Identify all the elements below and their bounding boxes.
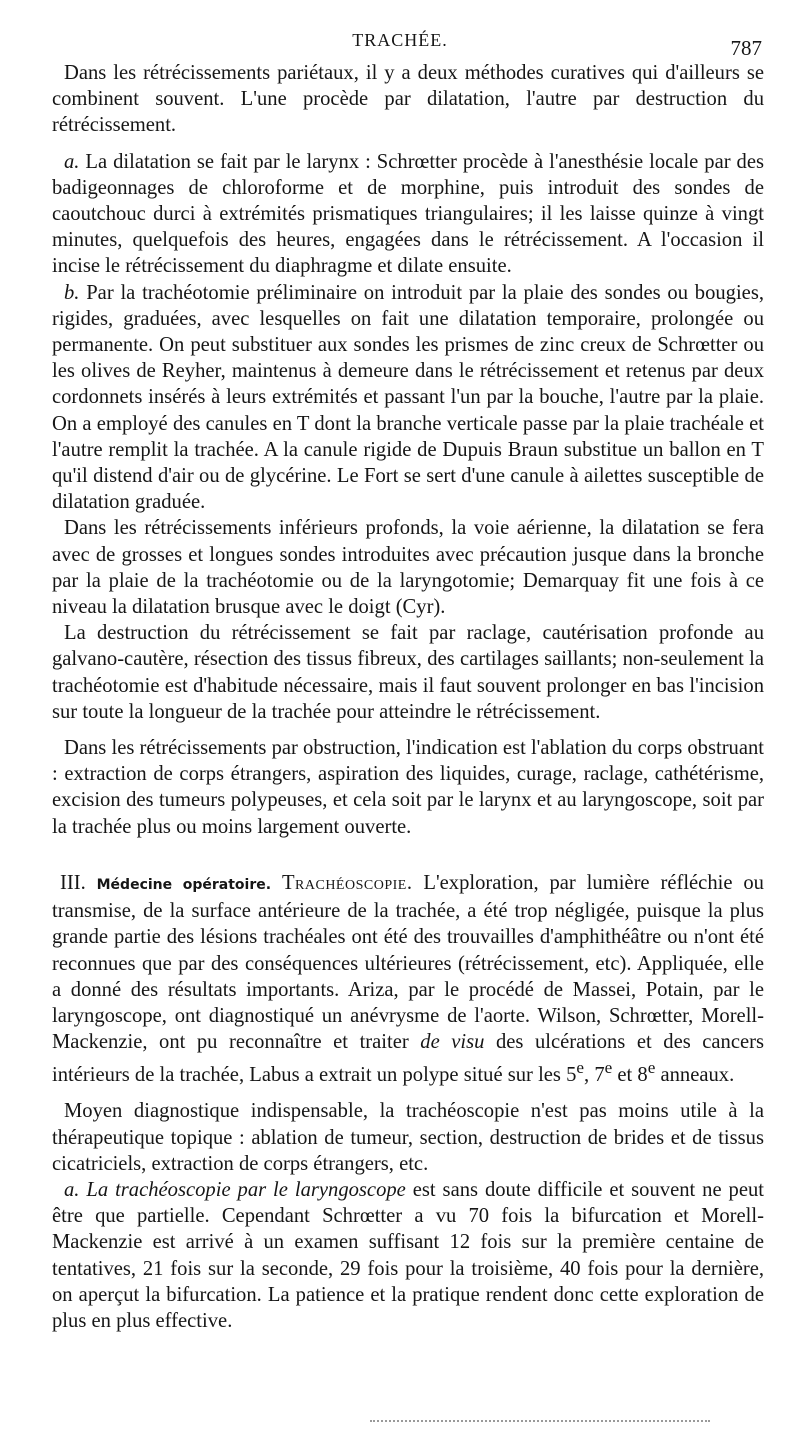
item-label-a2: a. [64, 1178, 80, 1201]
paragraph-obstruction: Dans les rétrécissements par obstruction, l'indication est l'ablation du corps obstruant : extraction de corps étrangers, aspiration des liquides, curage, raclage, cathétérisme, excision des tumeurs polypeuses, et cela soit par le larynx et au laryngoscope, soit par la trachée plus ou moins largement ouverte. [52, 737, 765, 838]
footer-dotted-rule [370, 1420, 710, 1422]
item-label-a: a. [64, 150, 80, 173]
italic-phrase: de visu [420, 1031, 485, 1054]
paragraph-destruction: La destruction du rétrécissement se fait par raclage, cautérisation profonde au galvano-cautère, résection des tissus fibreux, des cartilages saillants; non-seulement la trachéotomie est d'habitude nécessaire, mais il faut souvent prolonger en bas l'incision sur toute la longueur de la trachée pour atteindre le rétrécissement. [52, 622, 764, 723]
paragraph-larynx-dilatation [52, 149, 764, 280]
paragraph-parietal-strictures: Dans les rétrécissements pariétaux, il y a deux méthodes curatives qui d'ailleurs se combinent souvent. L'une procède par dilatation, l'autre par destruction du rétrécissement. [52, 62, 764, 137]
paragraph-text: Par la trachéotomie préliminaire on introduit par la plaie des sondes ou bougies, rigides, graduées, avec lesquelles on fait une dilatation temporaire, prolongée ou permanente. On peut substituer aux sondes les prismes de zinc creux de Schrœtter ou les olives de Reyher, maintenus à demeure dans le rétrécissement et retenus par deux cordonnets insérés à leurs extrémités et passant l'un par la bouche, l'autre par la plaie. On a employé des canules en T dont la branche verticale passe par la plaie trachéale et l'autre remplit la trachée. A la canule rigide de Dupuis Braun substitue un ballon en T qu'il distend d'air ou de glycérine. Le Fort se sert d'une canule à ailettes susceptible de dilatation graduée. [52, 281, 764, 514]
paragraph-deep-strictures: Dans les rétrécissements inférieurs profonds, la voie aérienne, la dilatation se fera avec de grosses et longues sondes introduites avec précaution jusque dans la bronche par la plaie de la trachéotomie ou de la laryngotomie; Demarquay fit une fois à ce niveau la dilatation brusque avec le doigt (Cyr). [52, 517, 764, 619]
italic-phrase: La trachéoscopie par le laryngoscope [79, 1178, 406, 1201]
paragraph-text: , 7 [584, 1064, 605, 1087]
section-heading: Médecine opératoire. [96, 876, 272, 893]
paragraph-text: La dilatation se fait par le larynx : Schrœtter procède à l'anesthésie locale par des badigeonnages de chloroforme et de morphine, puis introduit des sondes de caoutchouc durci à extrémités prismatiques triangulaires; il les laisse quinze à vingt minutes, quelquefois des heures, engagées dans le rétrécissement. A l'occasion il incise le rétrécissement du diaphragme et dilate ensuite. [52, 150, 764, 278]
paragraph-tracheotomy-dilatation [52, 280, 764, 516]
running-title: TRACHÉE. [352, 30, 448, 50]
section-numeral: III. [60, 871, 86, 894]
superscript: e [604, 1058, 613, 1078]
section-subheading: Trachéoscopie. [281, 871, 413, 894]
paragraph-text: L'exploration, par lumière réfléchie ou transmise, de la surface antérieure de la trachée, a été trop négligée, puisque la plus grande partie des lésions trachéales ont été des trouvailles d'amphithéâtre ou n'ont été reconnues que par des conséquences ultérieures (rétrécissement, etc). Appliquée, elle a donné des résultats importants. Ariza, par le procédé de Massei, Potain, par le laryngoscope, ont diagnostiqué un anévrysme de l'aorte. Wilson, Schrœtter, Morell-Mackenzie, ont pu reconnaître et traiter [52, 871, 764, 1054]
page-number: 787 [730, 36, 762, 60]
paragraph-diagnostic-means: Moyen diagnostique indispensable, la trachéoscopie n'est pas moins utile à la thérapeutique topique : ablation de tumeur, section, destruction de brides et de tissus cicatriciels, extraction de corps étrangers, etc. [52, 1100, 764, 1175]
running-head [0, 30, 800, 60]
superscript: e [647, 1058, 656, 1078]
superscript: e [576, 1058, 585, 1078]
body-text [52, 60, 764, 1334]
paragraph-text: et 8 [612, 1064, 648, 1087]
paragraph-text: anneaux. [655, 1064, 735, 1087]
item-label-b: b. [64, 281, 80, 304]
section-heading-paragraph [52, 870, 764, 1088]
paragraph-laryngoscope [52, 1177, 764, 1334]
paragraph-text: des ulcérations et des cancers intérieurs de la trachée, Labus a extrait un polype situé sur les 5 [52, 1031, 764, 1087]
paragraph-text: est sans doute difficile et souvent ne peut être que partielle. Cependant Schrœtter a vu 70 fois la bifurcation et Morell-Mackenzie est arrivé à un examen suffisant 12 fois sur la première centaine de tentatives, 21 fois sur la seconde, 29 fois pour la troisième, 40 fois pour la dernière, on aperçut la bifurcation. La patience et la pratique rendent donc cette exploration de plus en plus effective. [52, 1178, 764, 1332]
